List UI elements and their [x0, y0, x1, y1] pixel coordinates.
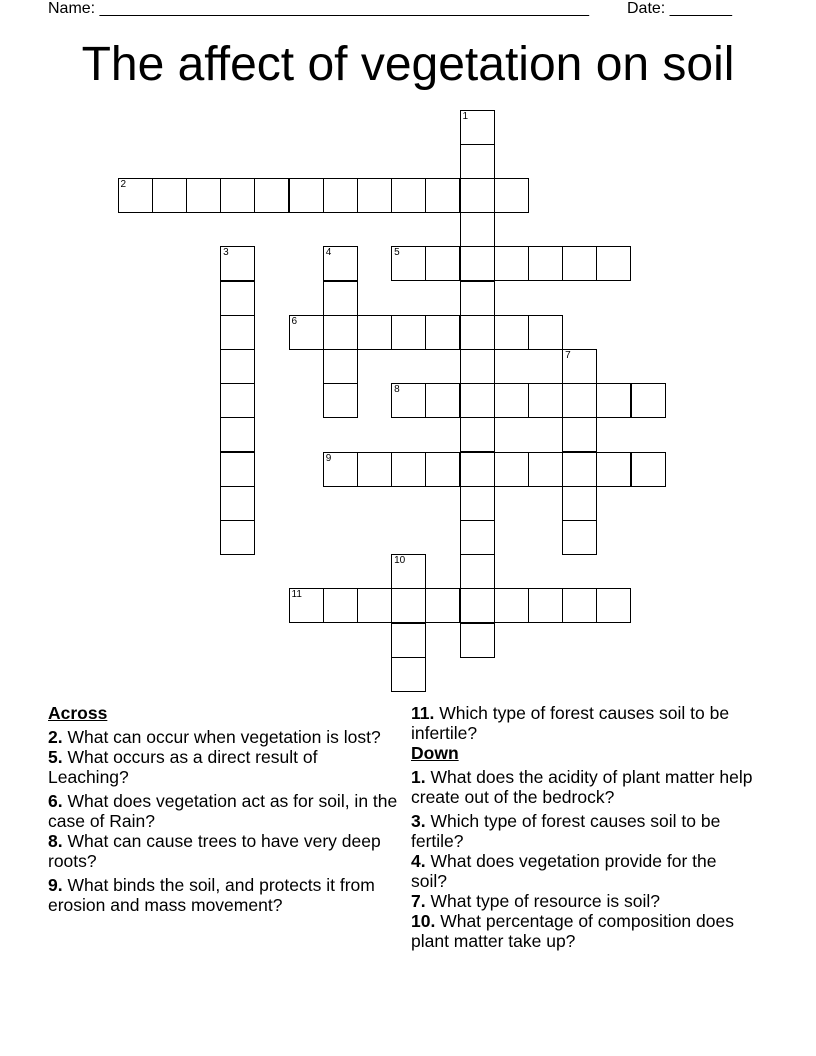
clue-number: 6. [48, 791, 63, 811]
grid-cell[interactable] [391, 246, 426, 281]
grid-cell[interactable] [323, 452, 358, 487]
grid-cell[interactable] [494, 246, 529, 281]
grid-cell[interactable] [425, 383, 460, 418]
clue-number-label: 11 [291, 589, 302, 601]
grid-cell[interactable] [323, 315, 358, 350]
grid-cell[interactable] [323, 246, 358, 281]
grid-cell[interactable] [460, 349, 495, 384]
grid-cell[interactable] [391, 623, 426, 658]
grid-cell[interactable] [220, 452, 255, 487]
grid-cell[interactable] [391, 657, 426, 692]
grid-cell[interactable] [562, 588, 597, 623]
clue-text: What occurs as a direct result of Leaching? [48, 747, 318, 787]
clue-number: 5. [48, 747, 63, 767]
clue-text: Which type of forest causes soil to be fertile? [411, 811, 721, 851]
clue-down-10 [411, 911, 756, 951]
clue-number: 2. [48, 727, 63, 747]
grid-cell[interactable] [562, 349, 597, 384]
grid-cell[interactable] [562, 520, 597, 555]
clue-down-3 [411, 811, 741, 851]
grid-cell[interactable] [460, 417, 495, 452]
grid-cell[interactable] [425, 246, 460, 281]
clue-across-9 [48, 875, 393, 915]
clue-number-label: 1 [462, 110, 469, 122]
clue-number-label: 4 [325, 247, 332, 259]
clue-across-6 [48, 791, 398, 831]
clues-right-column [411, 703, 771, 951]
grid-cell[interactable] [289, 588, 324, 623]
clue-text: What percentage of composition does plant matter take up? [411, 911, 734, 951]
grid-cell[interactable] [220, 349, 255, 384]
clue-across-2 [48, 727, 398, 747]
clue-across-11 [411, 703, 741, 743]
grid-cell[interactable] [289, 178, 324, 213]
clue-number-label: 6 [291, 315, 298, 327]
grid-cell[interactable] [220, 417, 255, 452]
grid-cell[interactable] [460, 110, 495, 145]
grid-cell[interactable] [460, 588, 495, 623]
grid-cell[interactable] [460, 554, 495, 589]
clue-text: What does vegetation provide for the soil? [411, 851, 717, 891]
grid-cell[interactable] [220, 281, 255, 316]
grid-cell[interactable] [460, 383, 495, 418]
grid-cell[interactable] [323, 349, 358, 384]
grid-cell[interactable] [596, 383, 631, 418]
grid-cell[interactable] [220, 178, 255, 213]
clue-number-label: 9 [325, 452, 332, 464]
grid-cell[interactable] [562, 452, 597, 487]
clue-number: 11. [411, 703, 435, 723]
grid-cell[interactable] [323, 588, 358, 623]
grid-cell[interactable] [391, 178, 426, 213]
clue-number: 10. [411, 911, 436, 931]
grid-cell[interactable] [528, 452, 563, 487]
page-title: The affect of vegetation on soil [81, 38, 735, 91]
grid-cell[interactable] [186, 178, 221, 213]
grid-cell[interactable] [425, 178, 460, 213]
grid-cell[interactable] [220, 520, 255, 555]
grid-cell[interactable] [289, 315, 324, 350]
grid-cell[interactable] [391, 452, 426, 487]
clue-number-label: 2 [120, 178, 127, 190]
clues-left-column [48, 703, 398, 915]
name-field-label: Name: _______________________________________________________ [48, 0, 589, 17]
grid-cell[interactable] [460, 623, 495, 658]
grid-cell[interactable] [118, 178, 153, 213]
clue-number: 8. [48, 831, 63, 851]
grid-cell[interactable] [323, 178, 358, 213]
clue-text: What can cause trees to have very deep roots? [48, 831, 381, 871]
grid-cell[interactable] [631, 383, 666, 418]
clue-number: 9. [48, 875, 63, 895]
grid-cell[interactable] [460, 212, 495, 247]
grid-cell[interactable] [494, 178, 529, 213]
grid-cell[interactable] [562, 246, 597, 281]
grid-cell[interactable] [494, 452, 529, 487]
grid-cell[interactable] [528, 246, 563, 281]
grid-cell[interactable] [357, 315, 392, 350]
grid-cell[interactable] [425, 452, 460, 487]
grid-cell[interactable] [323, 383, 358, 418]
grid-cell[interactable] [460, 246, 495, 281]
grid-cell[interactable] [460, 144, 495, 179]
grid-cell[interactable] [596, 246, 631, 281]
grid-cell[interactable] [391, 588, 426, 623]
grid-cell[interactable] [494, 383, 529, 418]
grid-cell[interactable] [562, 417, 597, 452]
grid-cell[interactable] [494, 315, 529, 350]
grid-cell[interactable] [323, 281, 358, 316]
across-heading: Across [48, 703, 108, 723]
grid-cell[interactable] [220, 246, 255, 281]
clue-number-label: 5 [394, 247, 400, 259]
clue-across-5 [48, 747, 398, 787]
grid-cell[interactable] [220, 486, 255, 521]
clue-text: What can occur when vegetation is lost? [62, 727, 381, 747]
clue-text: What does vegetation act as for soil, in the case of Rain? [48, 791, 398, 831]
grid-cell[interactable] [460, 315, 495, 350]
grid-cell[interactable] [494, 588, 529, 623]
clue-text: Which type of forest causes soil to be infertile? [411, 703, 730, 743]
grid-cell[interactable] [460, 520, 495, 555]
clue-number-label: 3 [223, 247, 229, 259]
clue-text: What binds the soil, and protects it from erosion and mass movement? [48, 875, 375, 915]
grid-cell[interactable] [391, 315, 426, 350]
grid-cell[interactable] [596, 452, 631, 487]
grid-cell[interactable] [391, 554, 426, 589]
grid-cell[interactable] [528, 383, 563, 418]
clue-text: What type of resource is soil? [425, 891, 661, 911]
clue-across-8 [48, 831, 398, 871]
grid-cell[interactable] [460, 178, 495, 213]
grid-cell[interactable] [425, 315, 460, 350]
clue-down-7 [411, 891, 771, 911]
grid-cell[interactable] [596, 588, 631, 623]
clue-number: 3. [411, 811, 426, 831]
clue-down-4 [411, 851, 751, 891]
grid-cell[interactable] [460, 281, 495, 316]
down-heading: Down [411, 743, 459, 763]
clue-down-1 [411, 767, 771, 807]
grid-cell[interactable] [254, 178, 289, 213]
grid-cell[interactable] [152, 178, 187, 213]
grid-cell[interactable] [562, 486, 597, 521]
grid-cell[interactable] [425, 588, 460, 623]
grid-cell[interactable] [357, 452, 392, 487]
date-field-label: Date: _______ [627, 0, 732, 17]
clue-number-label: 10 [394, 555, 406, 567]
grid-cell[interactable] [220, 315, 255, 350]
grid-cell[interactable] [562, 383, 597, 418]
grid-cell[interactable] [357, 178, 392, 213]
grid-cell[interactable] [460, 486, 495, 521]
grid-cell[interactable] [631, 452, 666, 487]
clue-text: What does the acidity of plant matter help create out of the bedrock? [411, 767, 753, 807]
clue-number: 4. [411, 851, 426, 871]
clue-number-label: 7 [565, 349, 571, 361]
grid-cell[interactable] [357, 588, 392, 623]
clue-number: 7. [411, 891, 426, 911]
grid-cell[interactable] [220, 383, 255, 418]
clue-number: 1. [411, 767, 426, 787]
grid-cell[interactable] [528, 315, 563, 350]
clue-number-label: 8 [394, 384, 400, 396]
grid-cell[interactable] [460, 452, 495, 487]
grid-cell[interactable] [528, 588, 563, 623]
grid-cell[interactable] [391, 383, 426, 418]
